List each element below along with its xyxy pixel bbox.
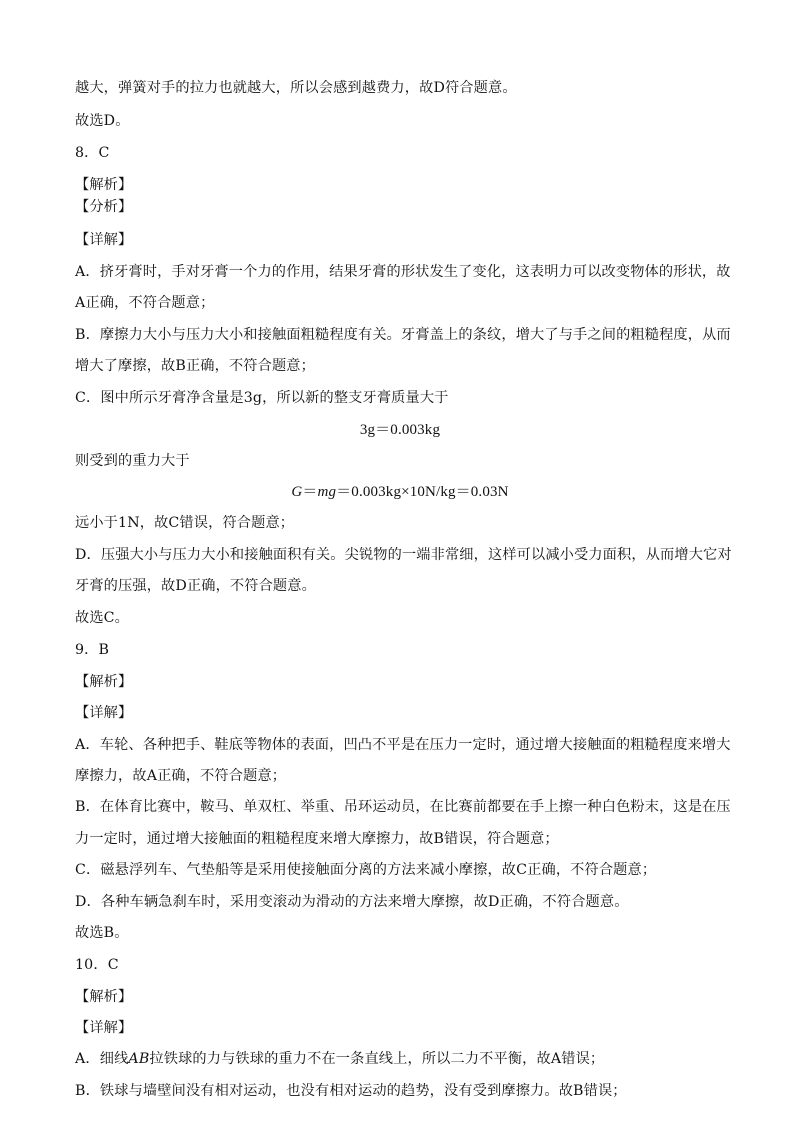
answer-heading: 9．B — [75, 642, 110, 658]
section-label: 【解析】 — [75, 989, 133, 1005]
text-line: 增大了摩擦，故B正确，不符合题意； — [75, 358, 315, 374]
text-line: B．在体育比赛中，鞍马、单双杠、举重、吊环运动员，在比赛前都要在手上擦一种白色粉末，这是在压 — [75, 799, 731, 815]
text-line: A．车轮、各种把手、鞋底等物体的表面，凹凸不平是在压力一定时，通过增大接触面的粗糙程度来增大 — [75, 737, 731, 753]
section-label: 【解析】 — [75, 674, 133, 690]
text-line: A．细线AB拉铁球的力与铁球的重力不在一条直线上，所以二力不平衡，故A错误； — [75, 1051, 605, 1067]
text-line: 远小于1N，故C错误，符合题意； — [75, 515, 295, 531]
section-label: 【详解】 — [75, 1020, 133, 1036]
section-label: 【详解】 — [75, 232, 133, 248]
section-label: 【详解】 — [75, 705, 133, 721]
text-line: 故选C。 — [75, 610, 130, 626]
text-line: A正确，不符合题意； — [75, 295, 215, 311]
equation-mass: 3g＝0.003kg — [359, 422, 441, 438]
text-line: 故选B。 — [75, 925, 129, 941]
equation-gravity: G＝mg＝0.003kg×10N/kg＝0.03N — [291, 484, 509, 500]
text-line: C．磁悬浮列车、气垫船等是采用使接触面分离的方法来减小摩擦，故C正确，不符合题意； — [75, 862, 657, 878]
text-line: D．各种车辆急刹车时，采用变滚动为滑动的方法来增大摩擦，故D正确，不符合题意。 — [75, 894, 629, 910]
text-line: D．压强大小与压力大小和接触面积有关。尖锐物的一端非常细，这样可以减小受力面积，从而增大它对 — [75, 547, 732, 563]
text-line: 越大，弹簧对手的拉力也就越大，所以会感到越费力，故D符合题意。 — [75, 80, 517, 96]
text-line: 故选D。 — [75, 113, 130, 129]
text-line: 摩擦力，故A正确，不符合题意； — [75, 768, 287, 784]
text-line: 牙膏的压强，故D正确，不符合题意。 — [75, 578, 316, 594]
text-line: 力一定时，通过增大接触面的粗糙程度来增大摩擦力，故B错误，符合题意； — [75, 831, 559, 847]
answer-heading: 10．C — [75, 957, 119, 973]
section-label: 【解析】 — [75, 177, 133, 193]
text-line: A．挤牙膏时，手对牙膏一个力的作用，结果牙膏的形状发生了变化，这表明力可以改变物体的形状，故 — [75, 264, 731, 280]
text-line: 则受到的重力大于 — [75, 453, 190, 469]
answer-heading: 8．C — [75, 145, 110, 161]
text-line: B．摩擦力大小与压力大小和接触面粗糙程度有关。牙膏盖上的条纹，增大了与手之间的粗糙程度，从而 — [75, 327, 731, 343]
section-label: 【分析】 — [75, 199, 133, 215]
text-line: C．图中所示牙膏净含量是3g，所以新的整支牙膏质量大于 — [75, 390, 449, 406]
text-line: B．铁球与墙壁间没有相对运动，也没有相对运动的趋势，没有受到摩擦力。故B错误； — [75, 1083, 627, 1099]
